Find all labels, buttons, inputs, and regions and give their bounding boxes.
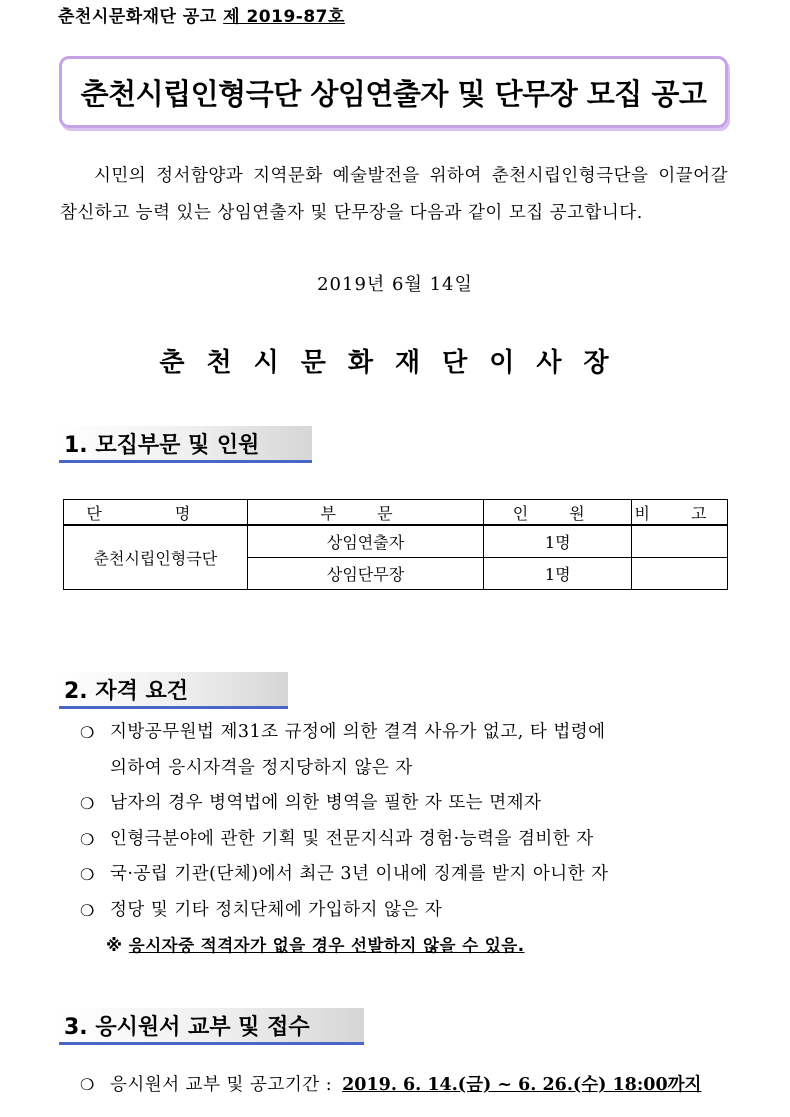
list-item-text: 정당 및 기타 정치단체에 가입하지 않은 자 [110,899,443,920]
section-1-title: 1. 모집부문 및 인원 [64,432,260,458]
list-item-continuation [80,751,730,787]
section-3-title: 3. 응시원서 교부 및 접수 [64,1014,310,1040]
list-item [80,822,730,858]
header-cell-note: 비 고 [632,500,728,526]
title-box [59,56,728,128]
list-item-text: 남자의 경우 병역법에 의한 병역을 필한 자 또는 면제자 [110,793,542,813]
page-title: 춘천시립인형극단 상임연출자 및 단무장 모집 공고 [80,76,707,111]
circle-bullet-icon: ❍ [80,829,95,849]
list-item [80,857,730,893]
notice-number-line [58,2,345,27]
list-item [80,893,730,929]
note-cell [632,558,728,590]
section-3-heading [59,1008,364,1045]
header-cell-unit: 단 명 [64,500,248,526]
part-cell: 상임연출자 [247,525,484,558]
notice-date: 2019년 6월 14일 [317,274,473,295]
list-item [80,715,730,751]
circle-bullet-icon: ❍ [80,723,95,742]
circle-bullet-icon: ❍ [80,900,95,920]
notice-number: 제 2019-87호 [223,7,345,27]
circle-bullet-icon: ❍ [80,794,95,813]
header-cell-count: 인 원 [484,500,632,526]
circle-bullet-icon: ❍ [80,1075,95,1094]
intro-text: 시민의 정서함양과 지역문화 예술발전을 위하여 춘천시립인형극단을 이끌어갈 참신하고 능력 있는 상임연출자 및 단무장을 다음과 같이 모집 공고합니다. [60,166,728,223]
list-item-text: 국·공립 기관(단체)에서 최근 3년 이내에 징계를 받지 아니한 자 [110,864,609,884]
count-cell: 1명 [484,558,632,590]
signer-org: 춘천시문화재단이사장 [159,348,631,378]
section-2-heading [59,672,288,709]
intro-paragraph [60,158,728,232]
warning-note [80,928,730,964]
section-1-heading [59,426,312,463]
qualification-list [80,715,730,964]
application-period-value: 2019. 6. 14.(금) ~ 6. 26.(수) 18:00까지 [342,1075,702,1095]
warning-text: 응시자중 적격자가 없을 경우 선발하지 않을 수 있음. [128,936,525,955]
application-period-item [80,1070,740,1100]
part-cell: 상임단무장 [247,558,484,590]
section-2-title: 2. 자격 요건 [64,678,188,704]
group-name-cell: 춘천시립인형극단 [64,525,248,590]
count-cell: 1명 [484,525,632,558]
list-item-text: 지방공무원법 제31조 규정에 의한 결격 사유가 없고, 타 법령에 [110,722,606,742]
notice-prefix: 춘천시문화재단 공고 [58,7,217,27]
list-item-text: 의하여 응시자격을 정지당하지 않은 자 [110,757,413,778]
table-row [64,525,728,558]
list-item-text: 인형극분야에 관한 기획 및 전문지식과 경험·능력을 겸비한 자 [110,828,594,849]
table-header-row [64,500,728,526]
note-cell [632,525,728,558]
reference-mark-icon: ※ [106,936,123,955]
list-item [80,786,730,822]
application-period-label: 응시원서 교부 및 공고기간 : [110,1075,333,1095]
recruitment-table [63,499,728,590]
circle-bullet-icon: ❍ [80,865,95,884]
header-cell-part: 부 문 [247,500,484,526]
